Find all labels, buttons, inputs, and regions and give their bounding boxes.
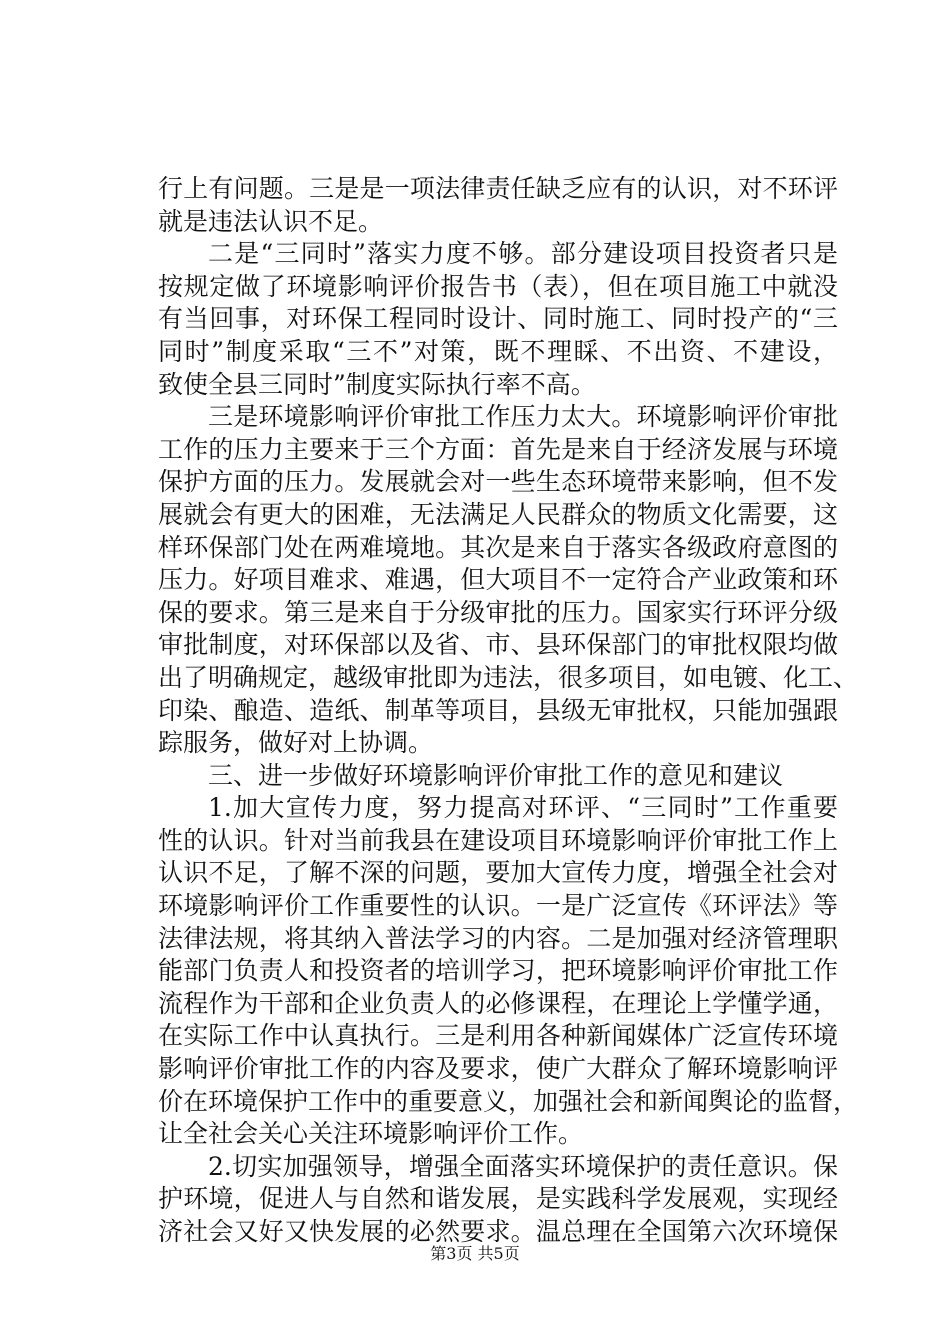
paragraph-start-line: 1.加大宣传力度，努力提高对环评、“三同时”工作重要 <box>208 793 838 823</box>
text-line: 性的认识。针对当前我县在建设项目环境影响评价审批工作上 <box>158 825 838 855</box>
paragraph-start-line: 三是环境影响评价审批工作压力太大。环境影响评价审批 <box>208 402 838 432</box>
text-line: 能部门负责人和投资者的培训学习，把环境影响评价审批工作 <box>158 956 838 986</box>
text-line: 样环保部门处在两难境地。其次是来自于落实各级政府意图的 <box>158 532 838 562</box>
text-line: 保护方面的压力。发展就会对一些生态环境带来影响，但不发 <box>158 467 838 497</box>
text-line: 保的要求。第三是来自于分级审批的压力。国家实行环评分级 <box>158 597 838 627</box>
text-line: 出了明确规定，越级审批即为违法，很多项目，如电镀、化工、 <box>158 662 859 692</box>
text-line: 在实际工作中认真执行。三是利用各种新闻媒体广泛宣传环境 <box>158 1021 838 1051</box>
text-line: 工作的压力主要来于三个方面：首先是来自于经济发展与环境 <box>158 434 838 464</box>
text-line: 价在环境保护工作中的重要意义，加强社会和新闻舆论的监督， <box>158 1086 859 1116</box>
text-line: 流程作为干部和企业负责人的必修课程，在理论上学懂学通， <box>158 988 838 1018</box>
text-line: 让全社会关心关注环境影响评价工作。 <box>158 1119 584 1149</box>
text-line: 踪服务，做好对上协调。 <box>158 728 434 758</box>
text-line: 就是违法认识不足。 <box>158 206 384 236</box>
paragraph-start-line: 2.切实加强领导，增强全面落实环境保护的责任意识。保 <box>208 1151 838 1181</box>
text-line: 印染、酿造、造纸、制革等项目，县级无审批权，只能加强跟 <box>158 695 838 725</box>
text-line: 法律法规，将其纳入普法学习的内容。二是加强对经济管理职 <box>158 923 838 953</box>
text-line: 护环境，促进人与自然和谐发展，是实践科学发展观，实现经 <box>158 1184 838 1214</box>
paragraph-start-line: 二是“三同时”落实力度不够。部分建设项目投资者只是 <box>208 239 838 269</box>
text-line: 按规定做了环境影响评价报告书（表），但在项目施工中就没 <box>158 271 838 301</box>
text-line: 认识不足，了解不深的问题，要加大宣传力度，增强全社会对 <box>158 858 838 888</box>
document-body <box>158 173 859 1249</box>
page-number-footer: 第3页 共5页 <box>430 1244 520 1263</box>
text-line: 展就会有更大的困难，无法满足人民群众的物质文化需要，这 <box>158 499 838 529</box>
text-line: 有当回事，对环保工程同时设计、同时施工、同时投产的“三 <box>158 304 838 334</box>
text-line: 审批制度，对环保部以及省、市、县环保部门的审批权限均做 <box>158 630 838 660</box>
text-line: 影响评价审批工作的内容及要求，使广大群众了解环境影响评 <box>158 1054 838 1084</box>
text-line: 行上有问题。三是是一项法律责任缺乏应有的认识，对不环评 <box>158 174 838 203</box>
text-line: 压力。好项目难求、难遇，但大项目不一定符合产业政策和环 <box>158 565 838 595</box>
text-line: 环境影响评价工作重要性的认识。一是广泛宣传《环评法》等 <box>158 891 838 921</box>
text-line: 致使全县三同时”制度实际执行率不高。 <box>158 369 596 399</box>
text-line: 同时”制度采取“三不”对策，既不理睬、不出资、不建设， <box>158 336 838 366</box>
section-heading: 三、进一步做好环境影响评价审批工作的意见和建议 <box>208 760 784 790</box>
text-line: 济社会又好又快发展的必然要求。温总理在全国第六次环境保 <box>158 1217 838 1246</box>
